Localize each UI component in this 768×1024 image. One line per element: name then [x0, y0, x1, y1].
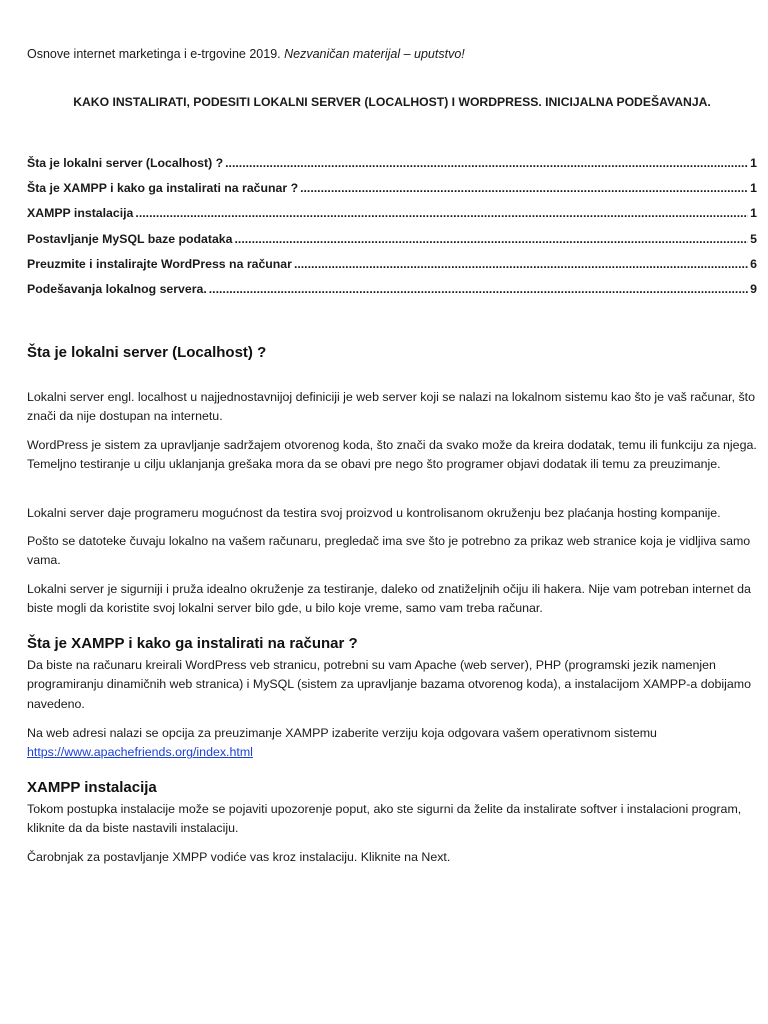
toc-leader-dots — [300, 181, 748, 195]
document-title: KAKO INSTALIRATI, PODESITI LOKALNI SERVER (LOCALHOST) I WORDPRESS. INICIJALNA PODEŠAVANJA. — [73, 95, 711, 109]
paragraph: Čarobnjak za postavljanje XMPP vodiće vas kroz instalaciju. Kliknite na Next. — [27, 850, 451, 864]
toc-leader-dots — [234, 232, 748, 246]
toc-item-page: 1 — [750, 206, 757, 221]
paragraph: Lokalni server je sigurniji i pruža idealno okruženje za testiranje, daleko od znatiželjnih očiju ili hakera. Nije vam potreban internet da biste mogli da koristite svoj lokalni server bilo gde, u bilo koje vreme, samo vam treba računar. — [27, 582, 751, 616]
toc-leader-dots — [209, 282, 748, 296]
toc-item-label: XAMPP instalacija — [27, 206, 134, 221]
toc-item-page: 1 — [750, 156, 757, 170]
paragraph: Tokom postupka instalacije može se pojaviti upozorenje poput, ako ste sigurni da želite da instalirate softver i instalacioni program, kliknite da da biste nastavili instalaciju. — [27, 802, 742, 836]
paragraph — [27, 724, 762, 763]
apachefriends-link[interactable]: https://www.apachefriends.org/index.html — [27, 745, 253, 760]
paragraph: Da biste na računaru kreirali WordPress veb stranicu, potrebni su vam Apache (web server), PHP (programski jezik namenjen programiranju dinamičnih web stranica) i MySQL (sistem za upravljanje bazama otvorenog koda), a instalacijom XAMPP-a dobijamo navedeno. — [27, 658, 752, 711]
toc-item-localhost[interactable] — [27, 156, 757, 181]
toc-item-label: Šta je lokalni server (Localhost) ? — [27, 156, 224, 170]
paragraph: Lokalni server daje programeru mogućnost da testira svoj proizvod u kontrolisanom okruženju bez plaćanja hosting kompanije. — [27, 506, 721, 520]
toc-item-page: 5 — [750, 231, 757, 246]
section-heading-xampp-install: XAMPP instalacija — [27, 779, 157, 796]
paragraph: WordPress je sistem za upravljanje sadržajem otvorenog koda, što znači da svako može da kreira dodatak, temu ili funkciju za njega. Temeljno testiranje u cilju uklanjanja grešaka mora da se obavi pre nego što programer objavi dodatak ili temu za preuzimanje. — [27, 438, 757, 472]
toc-item-page: 9 — [750, 281, 757, 296]
header-course: Osnove internet marketinga i e-trgovine 2019. — [27, 47, 281, 61]
header-note: Nezvaničan materijal – uputstvo! — [284, 47, 465, 61]
page-header — [27, 47, 465, 61]
paragraph: Lokalni server engl. localhost u najjednostavnijoj definiciji je web server koji se nalazi na lokalnom sistemu kao što je vaš računar, što znači da nije dostupan na internetu. — [27, 390, 755, 424]
table-of-contents — [27, 156, 757, 307]
toc-item-page: 1 — [750, 181, 757, 196]
toc-leader-dots — [294, 257, 748, 271]
section-heading-localhost: Šta je lokalni server (Localhost) ? — [27, 344, 267, 361]
toc-leader-dots — [135, 206, 748, 220]
toc-item-label: Šta je XAMPP i kako ga instalirati na računar ? — [27, 181, 299, 196]
section-heading-xampp: Šta je XAMPP i kako ga instalirati na računar ? — [27, 635, 358, 652]
toc-item-mysql[interactable] — [27, 232, 757, 257]
toc-item-label: Postavljanje MySQL baze podataka — [27, 231, 233, 246]
toc-item-server-settings[interactable] — [27, 282, 757, 307]
paragraph-text: Na web adresi nalazi se opcija za preuzimanje XAMPP izaberite verziju koja odgovara vašem operativnom sistemu — [27, 726, 657, 740]
toc-item-xampp[interactable] — [27, 181, 757, 206]
toc-leader-dots — [225, 156, 748, 170]
toc-item-wordpress[interactable] — [27, 257, 757, 282]
toc-item-xampp-install[interactable] — [27, 206, 757, 231]
toc-item-label: Podešavanja lokalnog servera. — [27, 281, 207, 296]
toc-item-page: 6 — [750, 256, 757, 271]
paragraph: Pošto se datoteke čuvaju lokalno na vašem računaru, pregledač ima sve što je potrebno za prikaz web stranice koja je vidljiva samo vama. — [27, 534, 751, 568]
toc-item-label: Preuzmite i instalirajte WordPress na računar — [27, 256, 292, 271]
